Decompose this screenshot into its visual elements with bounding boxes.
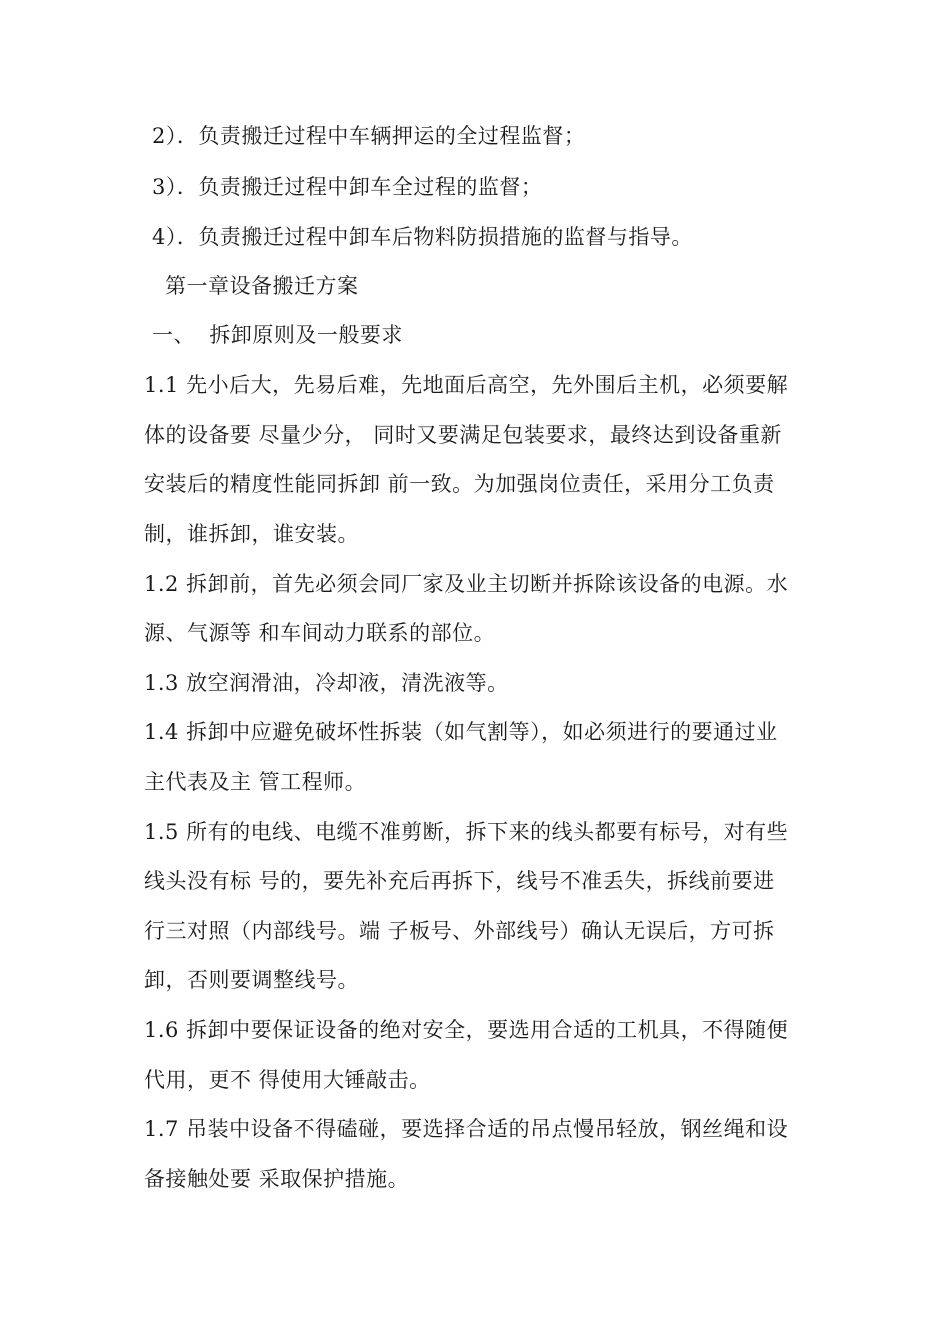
paragraph-1-6-line: 1.6 拆卸中要保证设备的绝对安全，要选用合适的工机具，不得随便 [144, 1018, 789, 1042]
paragraph-1-3-line: 1.3 放空润滑油，冷却液，清洗液等。 [144, 671, 509, 695]
paragraph-1-1-line: 安装后的精度性能同拆卸 前一致。为加强岗位责任，采用分工负责 [144, 472, 775, 496]
list-item-4: 4）．负责搬迁过程中卸车后物料防损措施的监督与指导。 [152, 225, 693, 249]
paragraph-1-5-line: 线头没有标 号的，要先补充后再拆下，线号不准丢失，拆线前要进 [144, 869, 775, 893]
paragraph-1-2-line: 1.2 拆卸前，首先必须会同厂家及业主切断并拆除该设备的电源。水 [144, 572, 789, 596]
paragraph-1-5-line: 卸，否则要调整线号。 [144, 968, 359, 992]
paragraph-1-7-line: 备接触处要 采取保护措施。 [144, 1167, 410, 1191]
paragraph-1-4-line: 主代表及主 管工程师。 [144, 770, 367, 794]
paragraph-1-1-line: 体的设备要 尽量少分， 同时又要满足包装要求，最终达到设备重新 [144, 423, 782, 447]
paragraph-1-5-line: 行三对照（内部线号。端 子板号、外部线号）确认无误后，方可拆 [144, 919, 775, 943]
list-item-3: 3）．负责搬迁过程中卸车全过程的监督； [152, 175, 543, 199]
paragraph-1-1-line: 制，谁拆卸，谁安装。 [144, 522, 359, 546]
chapter-heading: 第一章设备搬迁方案 [165, 274, 359, 298]
section-heading: 一、 拆卸原则及一般要求 [152, 323, 403, 347]
paragraph-1-5-line: 1.5 所有的电线、电缆不准剪断，拆下来的线头都要有标号，对有些 [144, 820, 789, 844]
paragraph-1-4-line: 1.4 拆卸中应避免破坏性拆装（如气割等），如必须进行的要通过业 [144, 720, 778, 744]
list-item-2: 2）．负责搬迁过程中车辆押运的全过程监督； [152, 124, 586, 148]
paragraph-1-6-line: 代用，更不 得使用大锤敲击。 [144, 1068, 431, 1092]
paragraph-1-7-line: 1.7 吊装中设备不得磕碰，要选择合适的吊点慢吊轻放，钢丝绳和设 [144, 1117, 789, 1141]
paragraph-1-1-line: 1.1 先小后大，先易后难，先地面后高空，先外围后主机，必须要解 [144, 373, 789, 397]
paragraph-1-2-line: 源、气源等 和车间动力联系的部位。 [144, 621, 496, 645]
